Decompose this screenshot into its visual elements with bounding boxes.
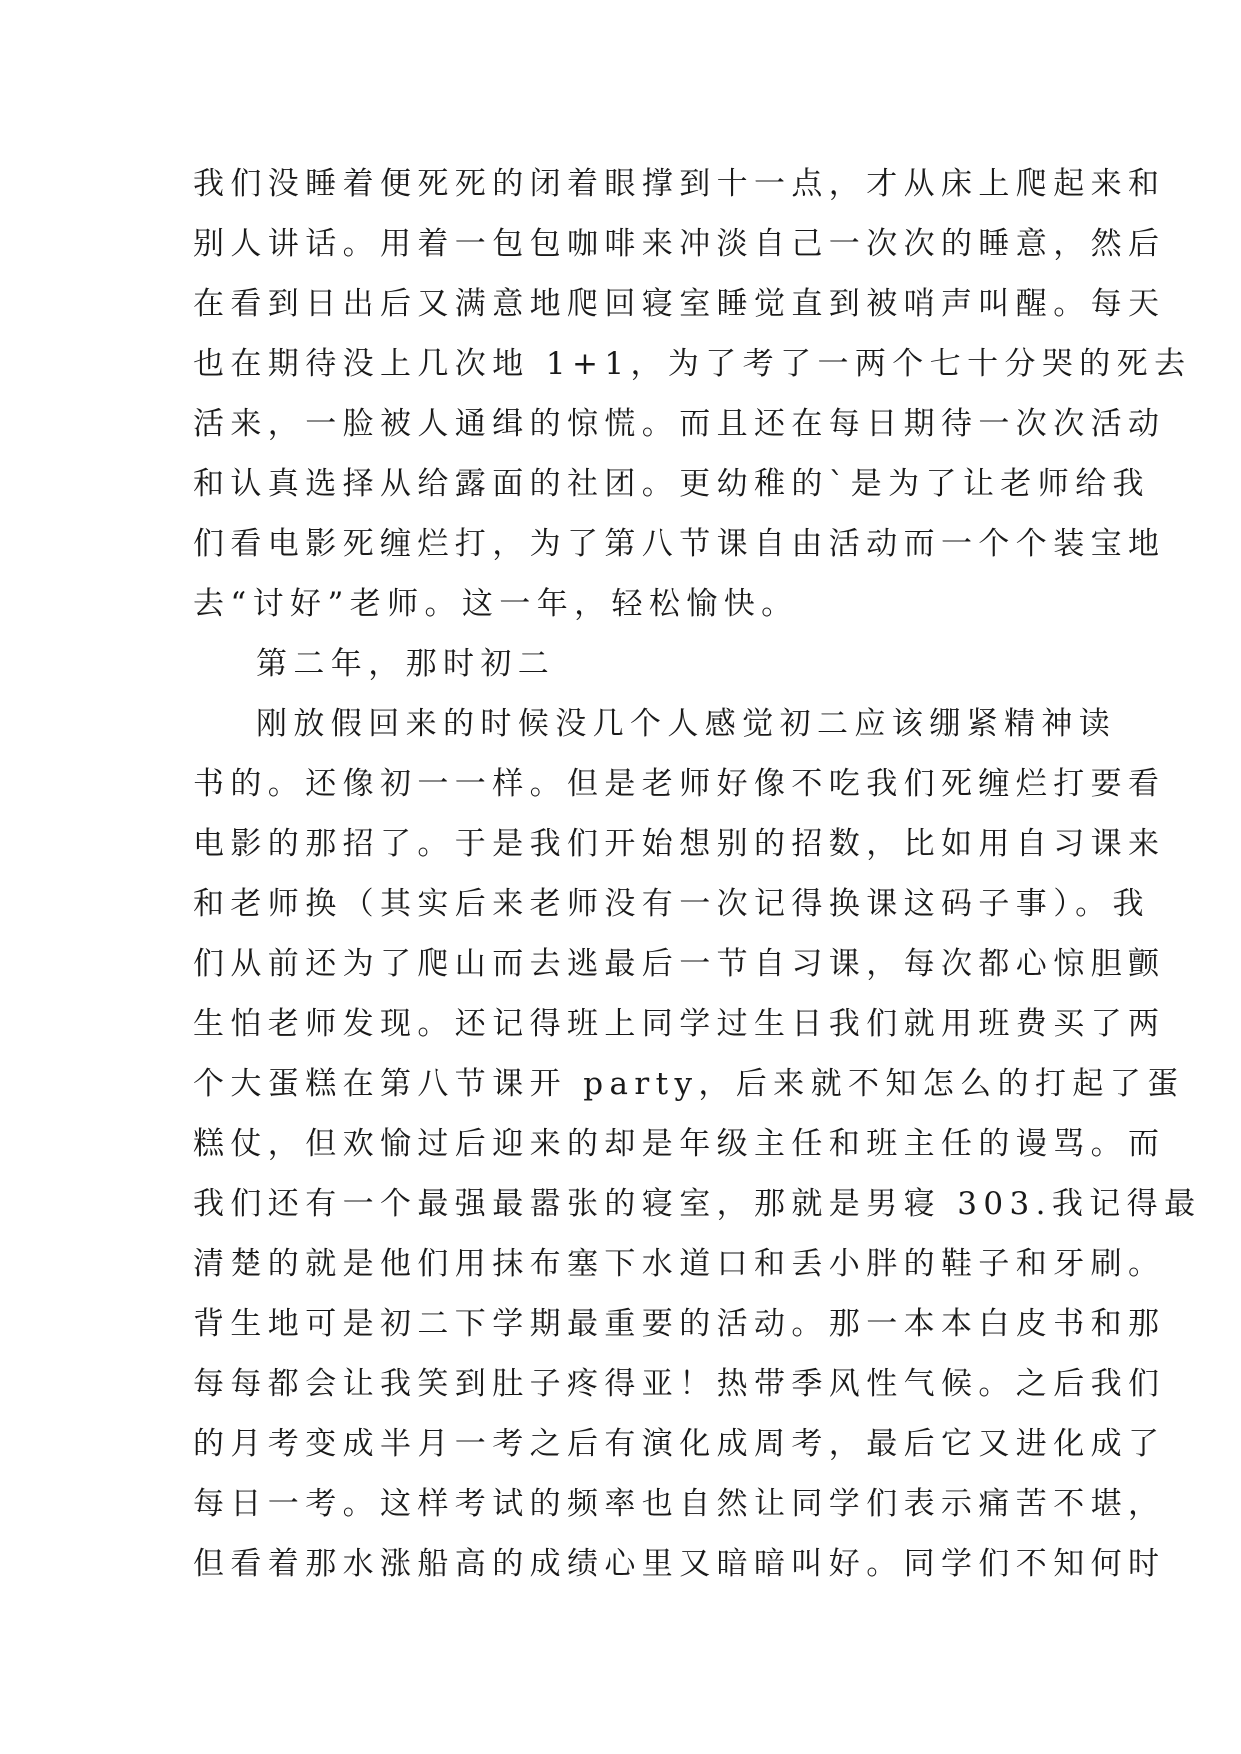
- paragraph-line: 刚放假回来的时候没几个人感觉初二应该绷紧精神读: [256, 706, 1117, 742]
- paragraph-line: 我们还有一个最强最嚣张的寝室，那就是男寝 303.我记得最: [193, 1186, 1202, 1222]
- paragraph-line: 每日一考。这样考试的频率也自然让同学们表示痛苦不堪，: [193, 1486, 1166, 1522]
- paragraph-line: 糕仗，但欢愉过后迎来的却是年级主任和班主任的谩骂。而: [193, 1126, 1166, 1162]
- paragraph-line: 书的。还像初一一样。但是老师好像不吃我们死缠烂打要看: [193, 766, 1166, 802]
- paragraph-line: 我们没睡着便死死的闭着眼撑到十一点，才从床上爬起来和: [193, 166, 1166, 202]
- paragraph-line: 活来，一脸被人通缉的惊慌。而且还在每日期待一次次活动: [193, 406, 1166, 442]
- paragraph-line: 背生地可是初二下学期最重要的活动。那一本本白皮书和那: [193, 1306, 1166, 1342]
- paragraph-line: 个大蛋糕在第八节课开 party，后来就不知怎么的打起了蛋: [193, 1066, 1185, 1102]
- paragraph-line: 别人讲话。用着一包包咖啡来冲淡自己一次次的睡意，然后: [193, 226, 1166, 262]
- paragraph-line: 在看到日出后又满意地爬回寝室睡觉直到被哨声叫醒。每天: [193, 286, 1166, 322]
- paragraph-line: 电影的那招了。于是我们开始想别的招数，比如用自习课来: [193, 826, 1166, 862]
- paragraph-line: 们从前还为了爬山而去逃最后一节自习课，每次都心惊胆颤: [193, 946, 1166, 982]
- paragraph-line: 去“讨好”老师。这一年，轻松愉快。: [193, 586, 799, 622]
- paragraph-line: 清楚的就是他们用抹布塞下水道口和丢小胖的鞋子和牙刷。: [193, 1246, 1166, 1282]
- paragraph-line: 也在期待没上几次地 1+1，为了考了一两个七十分哭的死去: [193, 346, 1192, 382]
- paragraph-line: 和老师换（其实后来老师没有一次记得换课这码子事）。我: [193, 886, 1150, 922]
- paragraph-line: 和认真选择从给露面的社团。更幼稚的`是为了让老师给我: [193, 466, 1150, 502]
- paragraph-line: 生怕老师发现。还记得班上同学过生日我们就用班费买了两: [193, 1006, 1166, 1042]
- paragraph-line: 们看电影死缠烂打，为了第八节课自由活动而一个个装宝地: [193, 526, 1166, 562]
- paragraph-line: 但看着那水涨船高的成绩心里又暗暗叫好。同学们不知何时: [193, 1546, 1166, 1582]
- section-heading: 第二年，那时初二: [256, 646, 556, 682]
- paragraph-line: 的月考变成半月一考之后有演化成周考，最后它又进化成了: [193, 1426, 1166, 1462]
- paragraph-line: 每每都会让我笑到肚子疼得亚！热带季风性气候。之后我们: [193, 1366, 1166, 1402]
